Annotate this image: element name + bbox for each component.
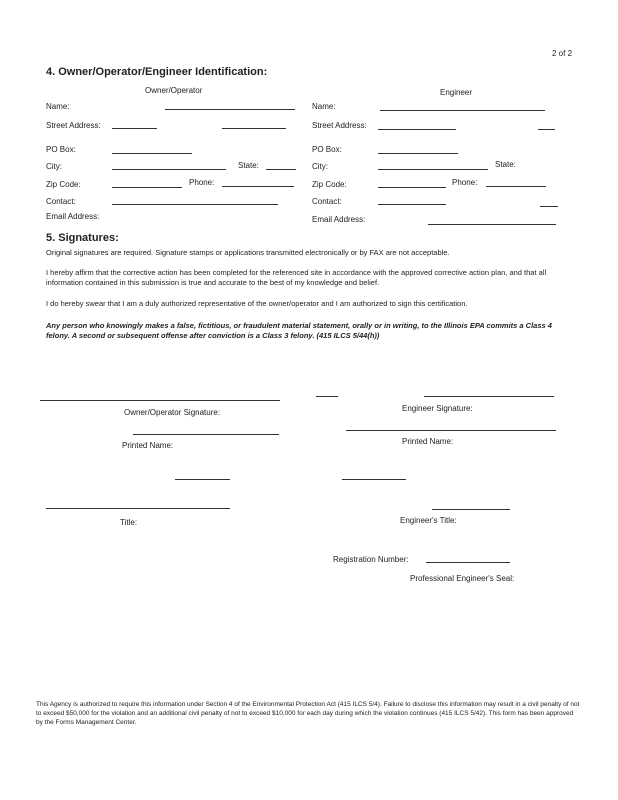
engineer-street-field-2[interactable]: [538, 129, 555, 130]
engineer-title-line[interactable]: [432, 509, 510, 510]
engineer-signature-line-a[interactable]: [316, 396, 338, 397]
engineer-contact-field[interactable]: [378, 204, 446, 205]
owner-pobox-field[interactable]: [112, 153, 192, 154]
owner-email-label: Email Address:: [46, 212, 100, 221]
owner-contact-label: Contact:: [46, 197, 76, 206]
owner-city-field[interactable]: [112, 169, 226, 170]
engineer-phone-label: Phone:: [452, 178, 478, 187]
registration-number-label: Registration Number:: [333, 555, 409, 564]
owner-date-line[interactable]: [175, 479, 230, 480]
engineer-signature-label: Engineer Signature:: [402, 404, 473, 413]
engineer-state-label: State:: [495, 160, 516, 169]
engineer-printed-name-label: Printed Name:: [402, 437, 454, 446]
owner-title-label: Title:: [120, 518, 138, 527]
engineer-name-field[interactable]: [380, 110, 545, 111]
affirmation-text: I hereby affirm that the corrective action has been completed for the referenced site in accordance with the approved corrective action plan, and that all information contained in this submission is true and accurate to the best of my knowledge and belief.: [46, 268, 547, 287]
engineer-email-field[interactable]: [428, 224, 556, 225]
owner-pobox-label: PO Box:: [46, 145, 76, 154]
engineer-city-field[interactable]: [378, 169, 488, 170]
felony-warning-text: Any person who knowingly makes a false, fictitious, or fraudulent material statement, orally or in writing, to the Illinois EPA commits a Class 4 felony. A second or subsequent offense after conviction is a Class 3 felony. (415 ILCS 5/44(h)): [46, 321, 552, 340]
engineer-street-label: Street Address:: [312, 121, 367, 130]
pe-seal-area: [400, 590, 560, 680]
owner-printed-name-line[interactable]: [133, 434, 279, 435]
owner-state-field[interactable]: [266, 169, 296, 170]
footer-disclosure-text: This Agency is authorized to require this information under Section 4 of the Environmental Protection Act (415 ILCS 5/4). Failure to disclose this information may result in a civil penalty of not to exceed $50,000 for the violation and an additional civil penalty of not to exceed $10,000 for each day during which the violation continues (415 ILCS 5/42). This form has been approved by the Forms Management Center.: [36, 701, 580, 726]
engineer-name-label: Name:: [312, 102, 336, 111]
engineer-title-label: Engineer's Title:: [400, 516, 457, 525]
authorization-text: I do hereby swear that I am a duly authorized representative of the owner/operator and I am authorized to sign this certification.: [46, 299, 468, 308]
owner-street-field-2[interactable]: [222, 128, 286, 129]
engineer-contact-field-2[interactable]: [540, 206, 558, 207]
engineer-zip-field[interactable]: [378, 187, 446, 188]
pe-seal-label: Professional Engineer's Seal:: [410, 574, 515, 583]
engineer-phone-field[interactable]: [486, 186, 546, 187]
engineer-pobox-field[interactable]: [378, 153, 458, 154]
engineer-pobox-label: PO Box:: [312, 145, 342, 154]
engineer-signature-line[interactable]: [424, 396, 554, 397]
signature-requirement-text: Original signatures are required. Signature stamps or applications transmitted electronically or by FAX are not acceptable.: [46, 248, 450, 257]
owner-phone-label: Phone:: [189, 178, 215, 187]
section-4-heading: 4. Owner/Operator/Engineer Identification:: [46, 66, 268, 78]
owner-name-label: Name:: [46, 102, 70, 111]
owner-title-line[interactable]: [46, 508, 230, 509]
owner-state-label: State:: [238, 161, 259, 170]
owner-column-header: Owner/Operator: [145, 86, 203, 95]
owner-zip-field[interactable]: [112, 187, 182, 188]
engineer-email-label: Email Address:: [312, 215, 366, 224]
owner-city-label: City:: [46, 162, 62, 171]
section-5-heading: 5. Signatures:: [46, 232, 119, 244]
owner-street-field[interactable]: [112, 128, 157, 129]
engineer-printed-name-line[interactable]: [346, 430, 556, 431]
engineer-zip-label: Zip Code:: [312, 180, 347, 189]
engineer-street-field[interactable]: [378, 129, 456, 130]
owner-name-field[interactable]: [165, 109, 295, 110]
engineer-city-label: City:: [312, 162, 328, 171]
engineer-date-line[interactable]: [342, 479, 406, 480]
registration-number-field[interactable]: [426, 562, 510, 563]
owner-signature-line[interactable]: [40, 400, 280, 401]
owner-signature-label: Owner/Operator Signature:: [124, 408, 221, 417]
owner-printed-name-label: Printed Name:: [122, 441, 174, 450]
owner-phone-field[interactable]: [222, 186, 294, 187]
engineer-column-header: Engineer: [440, 88, 473, 97]
engineer-contact-label: Contact:: [312, 197, 342, 206]
owner-contact-field[interactable]: [112, 204, 278, 205]
page-number: 2 of 2: [552, 49, 573, 58]
owner-zip-label: Zip Code:: [46, 180, 81, 189]
owner-street-label: Street Address:: [46, 121, 101, 130]
